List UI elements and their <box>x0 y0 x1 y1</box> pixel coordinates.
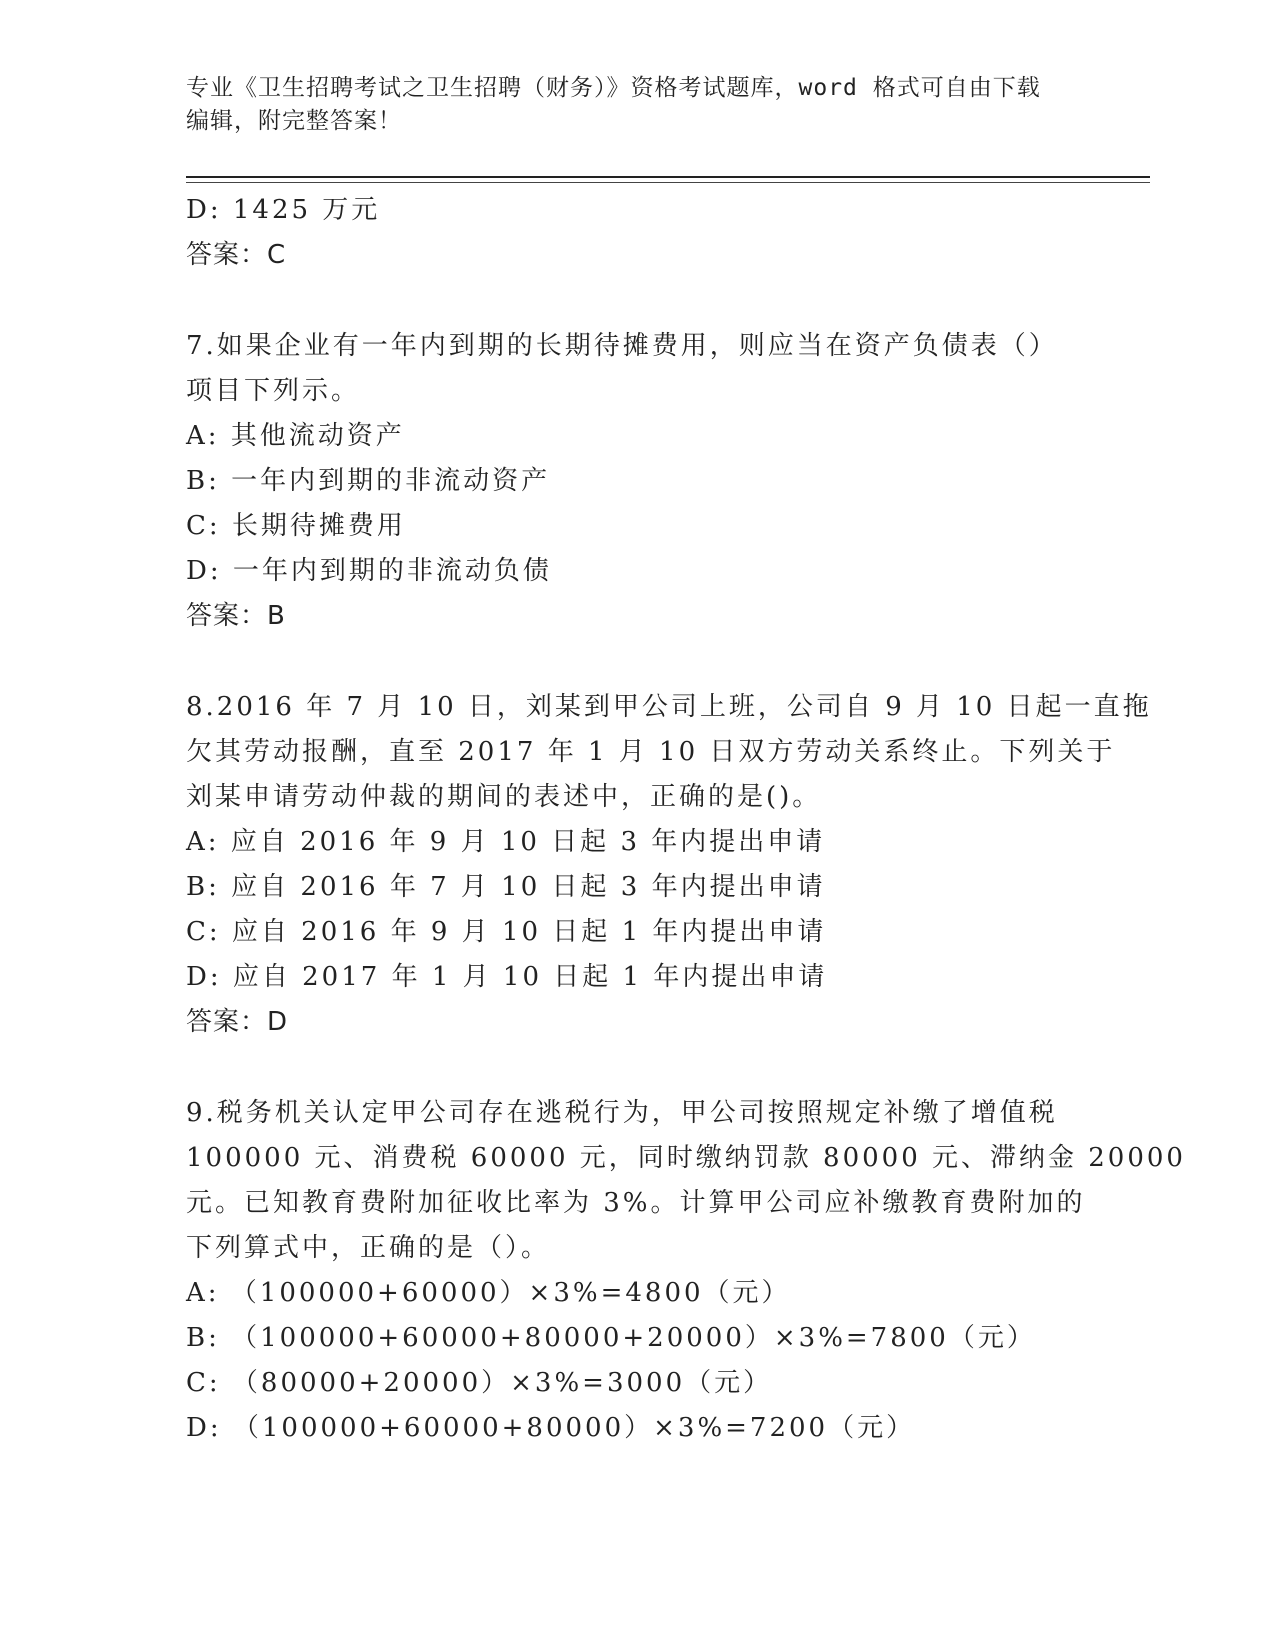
header-line-1: 专业《卫生招聘考试之卫生招聘（财务）》资格考试题库，word 格式可自由下载 <box>186 75 1041 101</box>
header-line-2: 编辑，附完整答案！ <box>186 108 402 134</box>
answer-line: 答案：B <box>186 601 286 631</box>
question-7 <box>186 324 1086 639</box>
question-text-line: 欠其劳动报酬，直至 2017 年 1 月 10 日双方劳动关系终止。下列关于 <box>186 737 1116 767</box>
option-a: A: 应自 2016 年 9 月 10 日起 3 年内提出申请 <box>186 827 826 857</box>
option-d: D: 一年内到期的非流动负债 <box>186 556 552 586</box>
option-a: A: （100000+60000）×3%=4800（元） <box>186 1278 791 1308</box>
answer-line: 答案：D <box>186 1007 289 1037</box>
answer-line: 答案：C <box>186 240 287 270</box>
question-text-line: 100000 元、消费税 60000 元，同时缴纳罚款 80000 元、滞纳金 20000 <box>186 1143 1186 1173</box>
header-rule-thin <box>186 182 1150 183</box>
document-header <box>186 72 1066 138</box>
option-d: D: 1425 万元 <box>186 195 381 225</box>
question-text-line: 8.2016 年 7 月 10 日，刘某到甲公司上班，公司自 9 月 10 日起一直拖 <box>186 692 1152 722</box>
option-d: D: （100000+60000+80000）×3%=7200（元） <box>186 1413 916 1443</box>
question-text-line: 7.如果企业有一年内到期的长期待摊费用，则应当在资产负债表（） <box>186 331 1058 361</box>
question-text-line: 下列算式中，正确的是（）。 <box>186 1233 551 1263</box>
option-c: C: （80000+20000）×3%=3000（元） <box>186 1368 773 1398</box>
question-8 <box>186 685 1152 1045</box>
option-b: B: 一年内到期的非流动资产 <box>186 466 551 496</box>
question-9 <box>186 1091 1186 1451</box>
option-b: B: （100000+60000+80000+20000）×3%=7800（元） <box>186 1323 1036 1353</box>
header-rule-thick <box>186 176 1150 178</box>
option-b: B: 应自 2016 年 7 月 10 日起 3 年内提出申请 <box>186 872 826 902</box>
option-c: C: 长期待摊费用 <box>186 511 406 541</box>
question-text-line: 刘某申请劳动仲裁的期间的表述中，正确的是()。 <box>186 782 822 812</box>
question-content <box>186 188 1186 1451</box>
question-text-line: 9.税务机关认定甲公司存在逃税行为，甲公司按照规定补缴了增值税 <box>186 1098 1058 1128</box>
previous-question-tail <box>186 188 1086 278</box>
option-c: C: 应自 2016 年 9 月 10 日起 1 年内提出申请 <box>186 917 827 947</box>
question-text-line: 项目下列示。 <box>186 376 361 406</box>
question-text-line: 元。已知教育费附加征收比率为 3%。计算甲公司应补缴教育费附加的 <box>186 1188 1086 1218</box>
option-d: D: 应自 2017 年 1 月 10 日起 1 年内提出申请 <box>186 962 828 992</box>
option-a: A: 其他流动资产 <box>186 421 405 451</box>
